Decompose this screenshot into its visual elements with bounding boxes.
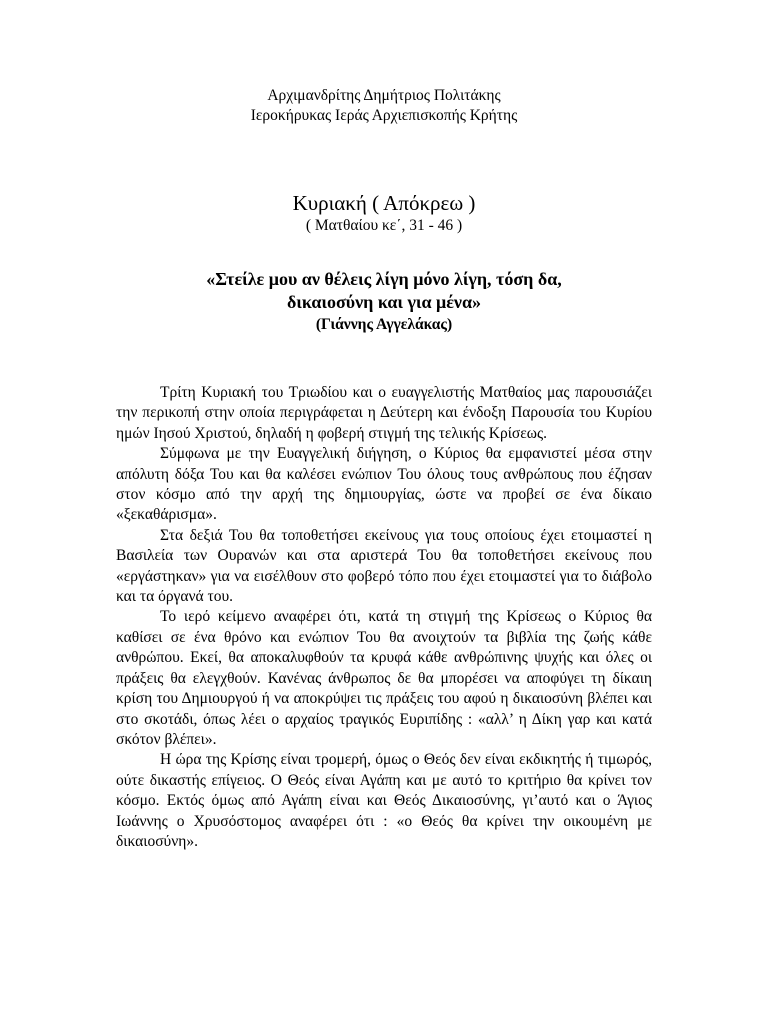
paragraph: Στα δεξιά Του θα τοποθετήσει εκείνους για τους οποίους έχει ετοιμαστεί η Βασιλεία των Ουρανών και στα αριστερά Του θα τοποθετήσει εκείνους που «εργάστηκαν» για να εισέλθουν στο φοβερό τόπο που έχει ετοιμαστεί για το διάβολο και τα όργανά του.	[116, 526, 652, 606]
epigraph-line-2: δικαιοσύνη και για μένα»	[286, 292, 482, 312]
epigraph-author: (Γιάννης Αγγελάκας)	[315, 316, 453, 333]
document-body	[116, 383, 652, 852]
paragraph: Σύμφωνα με την Ευαγγελική διήγηση, ο Κύριος θα εμφανιστεί μέσα στην απόλυτη δόξα Του και θα καλέσει ενώπιον Του όλους τους ανθρώπους που έζησαν στον κόσμο από την αρχή της δημιουργίας, ώστε να προβεί σε ένα δίκαιο «ξεκαθάρισμα».	[116, 445, 652, 524]
epigraph-quote	[116, 268, 652, 314]
document-page	[116, 86, 652, 852]
author-position: Ιεροκήρυκας Ιεράς Αρχιεπισκοπής Κρήτης	[250, 107, 518, 124]
paragraph: Τρίτη Κυριακή του Τριωδίου και ο ευαγγελιστής Ματθαίος μας παρουσιάζει την περικοπή στην οποία περιγράφεται η Δεύτερη και ένδοξη Παρουσία του Κυρίου ημών Ιησού Χριστού, δηλαδή η φοβερή στιγμή της τελικής Κρίσεως.	[116, 384, 652, 442]
author-name: Αρχιμανδρίτης Δημήτριος Πολιτάκης	[267, 87, 501, 104]
document-title: Κυριακή ( Απόκρεω )	[292, 191, 476, 215]
document-subtitle: ( Ματθαίου κε΄, 31 - 46 )	[305, 217, 463, 234]
epigraph-line-1: «Στείλε μου αν θέλεις λίγη μόνο λίγη, τόση δα,	[206, 269, 562, 289]
paragraph: Η ώρα της Κρίσης είναι τρομερή, όμως ο Θεός δεν είναι εκδικητής ή τιμωρός, ούτε δικαστής επίγειος. Ο Θεός είναι Αγάπη και με αυτό το κριτήριο θα κρίνει τον κόσμο. Εκτός όμως από Αγάπη είναι και Θεός Δικαιοσύνης, γι’αυτό και ο Άγιος Ιωάννης ο Χρυσόστομος αναφέρει ότι : «ο Θεός θα κρίνει την οικουμένη με δικαιοσύνη».	[116, 751, 652, 850]
paragraph: Το ιερό κείμενο αναφέρει ότι, κατά τη στιγμή της Κρίσεως ο Κύριος θα καθίσει σε ένα θρόνο και ενώπιον Του θα ανοιχτούν τα βιβλία της ζωής κάθε ανθρώπου. Εκεί, θα αποκαλυφθούν τα κρυφά κάθε ανθρώπινης ψυχής και όλες οι πράξεις θα ελεγχθούν. Κανένας άνθρωπος δε θα μπορέσει να αποφύγει τη δίκαιη κρίση του Δημιουργού ή να αποκρύψει τις πράξεις του αφού η δικαιοσύνη βλέπει και στο σκοτάδι, όπως λέει ο αρχαίος τραγικός Ευριπίδης : «αλλ’ η Δίκη γαρ και κατά σκότον βλέπει».	[116, 608, 652, 748]
